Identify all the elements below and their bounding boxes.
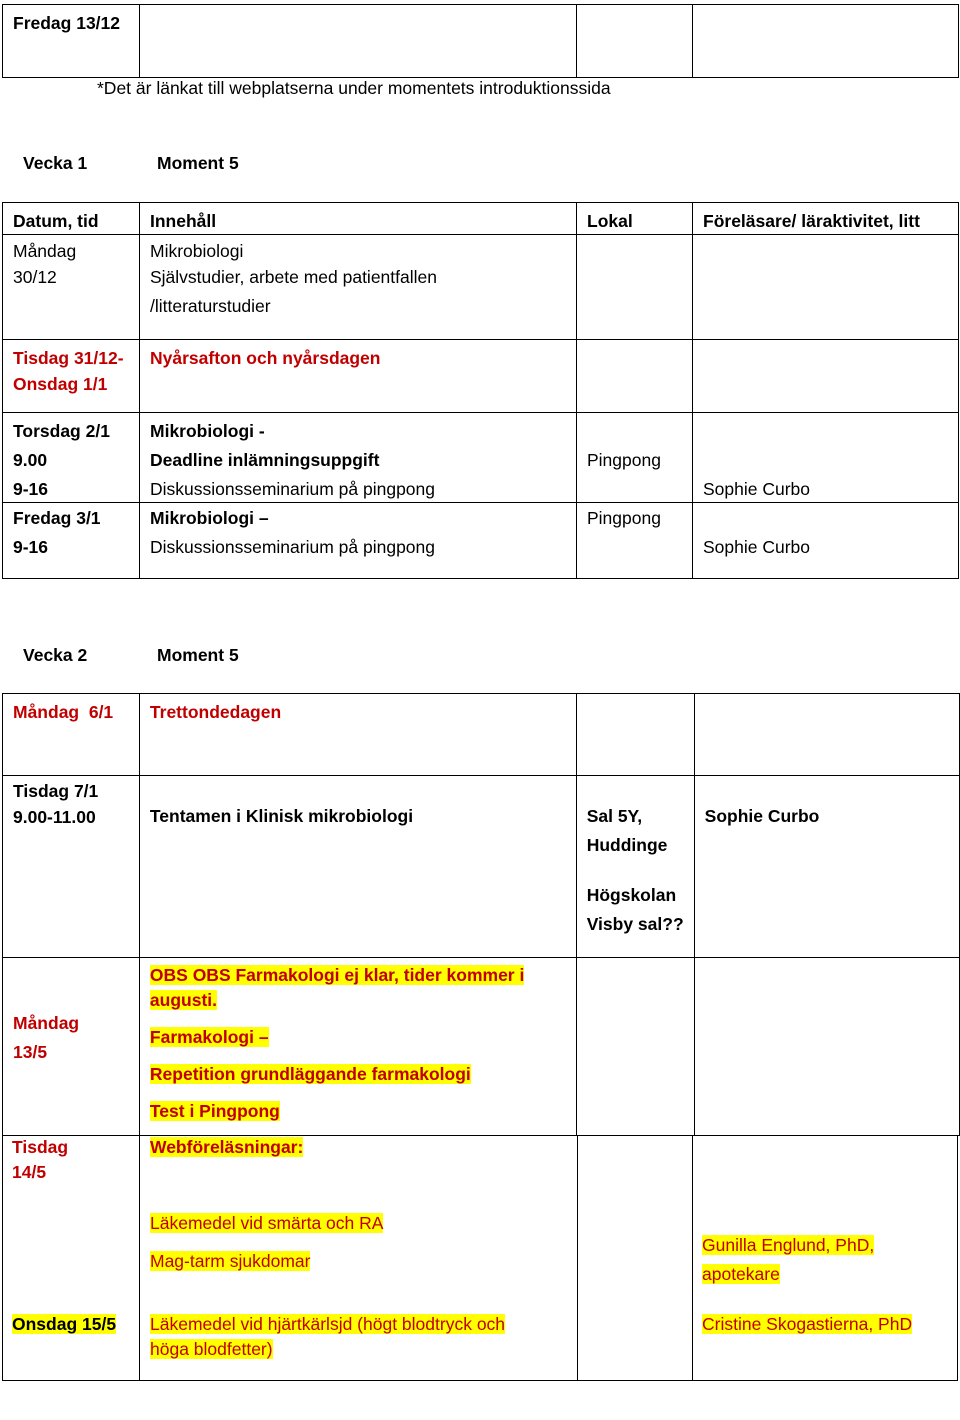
date-line: 9-16 (13, 479, 49, 499)
teacher-text: Sophie Curbo (703, 537, 811, 557)
table-row (3, 776, 960, 958)
webinar-heading: Webföreläsningar: (150, 1137, 304, 1157)
moment-label: Moment 5 (157, 153, 239, 173)
content-line (150, 1137, 303, 1158)
table-row (3, 694, 960, 776)
footnote: *Det är länkat till webplatserna under momentets introduktionssida (97, 78, 611, 98)
content-line: Mikrobiologi – (150, 508, 269, 528)
content-line (150, 1213, 383, 1234)
date-line: Tisdag 31/12- (13, 348, 124, 368)
date-cell (3, 5, 140, 78)
content-line: höga blodfetter) (150, 1339, 273, 1359)
table-row (3, 340, 959, 413)
content-line: Farmakologi – (149, 1027, 269, 1047)
table-row (3, 235, 959, 340)
date-line: Måndag (13, 1013, 80, 1033)
table-row (3, 503, 959, 579)
date-line: Måndag 6/1 (13, 702, 114, 722)
week-label: Vecka 2 (23, 645, 88, 665)
lokal-line: Huddinge (586, 835, 668, 855)
lokal-line: Sal 5Y, (586, 806, 643, 826)
date-line: 9.00-11.00 (13, 807, 96, 827)
header-lokal: Lokal (577, 203, 693, 235)
week1-table (2, 202, 959, 579)
lokal-line: Högskolan (586, 885, 677, 905)
date-line: 14/5 (12, 1162, 47, 1182)
date-line: Torsdag 2/1 (13, 421, 110, 441)
content-line: Trettondedagen (149, 702, 282, 722)
date-text: Fredag 13/12 (13, 13, 120, 33)
teacher-line: Gunilla Englund, PhD, (702, 1235, 875, 1255)
notice-line: OBS OBS Farmakologi ej klar, tider kommer i (149, 965, 525, 985)
content-line: Test i Pingpong (149, 1101, 280, 1121)
lecture-line: Mag-tarm sjukdomar (150, 1251, 311, 1271)
content-line: Läkemedel vid hjärtkärlsjd (högt blodtryck och (150, 1314, 506, 1334)
content-line (150, 1251, 310, 1272)
lokal-line: Visby sal?? (586, 914, 684, 934)
lower-block (2, 1136, 958, 1381)
teacher-text: Sophie Curbo (704, 806, 820, 826)
date-line: Måndag (13, 241, 77, 261)
content-line: /litteraturstudier (150, 296, 271, 316)
header-content: Innehåll (140, 203, 577, 235)
content-line: Repetition grundläggande farmakologi (149, 1064, 471, 1084)
teacher-line: Cristine Skogastierna, PhD (702, 1314, 913, 1334)
content-line: Deadline inlämningsuppgift (150, 450, 380, 470)
header-row (3, 203, 959, 235)
lokal-text: Pingpong (587, 450, 661, 470)
date-line: Onsdag 1/1 (13, 374, 108, 394)
lokal-text: Pingpong (587, 508, 661, 528)
date-line: 9-16 (13, 537, 49, 557)
date-line: 9.00 (13, 450, 48, 470)
header-date: Datum, tid (3, 203, 140, 235)
date-line: Fredag 3/1 (13, 508, 101, 528)
date-line: Tisdag 7/1 (13, 781, 99, 801)
lecture-line: Läkemedel vid smärta och RA (150, 1213, 384, 1233)
content-line: Mikrobiologi - (150, 421, 265, 441)
content-line: Diskussionsseminarium på pingpong (150, 537, 436, 557)
table-row (3, 958, 960, 1136)
header-teacher: Föreläsare/ läraktivitet, litt (693, 203, 959, 235)
date-line: 13/5 (13, 1042, 48, 1062)
content-line: Självstudier, arbete med patientfallen (150, 267, 437, 287)
teacher-line: apotekare (702, 1264, 780, 1284)
date-line: 30/12 (13, 267, 57, 287)
notice-line: augusti. (149, 990, 217, 1010)
date-line: Onsdag 15/5 (12, 1314, 117, 1334)
week-label: Vecka 1 (23, 153, 88, 173)
content-line: Tentamen i Klinisk mikrobiologi (149, 806, 414, 826)
table-row (3, 413, 959, 503)
moment-label: Moment 5 (157, 645, 239, 665)
content-line: Diskussionsseminarium på pingpong (150, 479, 436, 499)
date-line: Tisdag (12, 1137, 69, 1157)
week2-table (2, 693, 960, 1136)
top-table (2, 4, 959, 78)
content-line: Mikrobiologi (150, 241, 244, 261)
teacher-text: Sophie Curbo (703, 479, 811, 499)
content-line: Nyårsafton och nyårsdagen (150, 348, 381, 368)
